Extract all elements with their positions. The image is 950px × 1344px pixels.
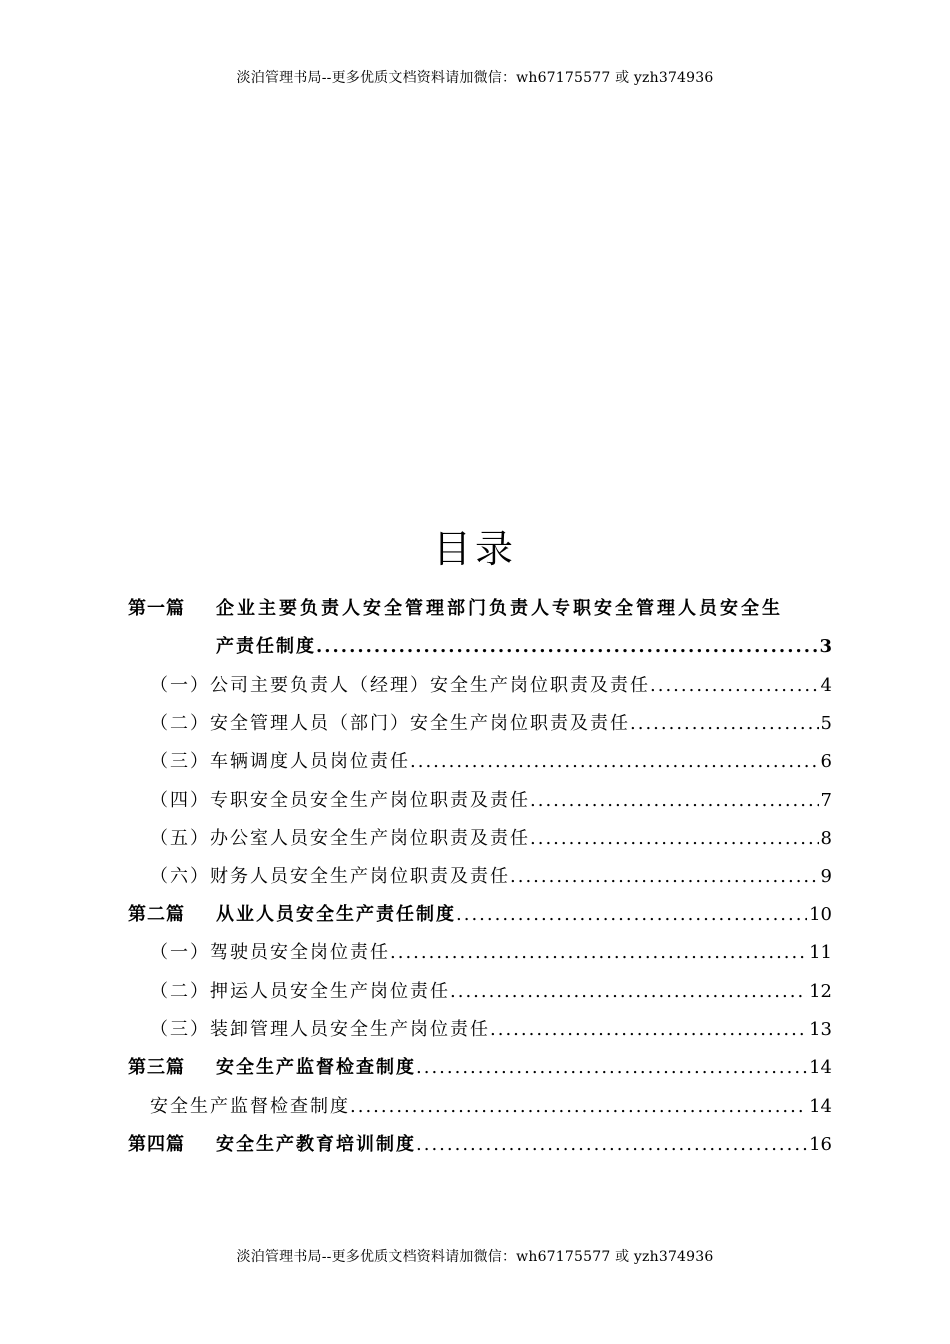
toc-part2-page: 10 (809, 904, 832, 925)
toc-part4[interactable] (128, 1130, 832, 1156)
toc-item-page: 11 (809, 942, 832, 963)
page-header: 淡泊管理书局--更多优质文档资料请加微信：wh67175577 或 yzh374936 (236, 70, 714, 86)
toc-item-title: （二）安全管理人员（部门）安全生产岗位职责及责任 (150, 713, 630, 734)
toc-item-title: 安全生产监督检查制度 (150, 1096, 350, 1117)
toc-leader-dots (416, 1057, 807, 1078)
toc-item-page: 13 (809, 1019, 832, 1040)
toc-leader-dots (350, 1096, 807, 1117)
toc-part1-line2[interactable] (216, 632, 832, 658)
toc-leader-dots (316, 636, 817, 657)
toc-item-page: 7 (820, 790, 832, 811)
toc-part2-label: 第二篇 (128, 904, 185, 925)
page-title: 目录 (432, 527, 517, 571)
toc-leader-dots (630, 713, 819, 734)
toc-leader-dots (510, 866, 819, 887)
toc-item-page: 9 (820, 866, 832, 887)
toc-item[interactable] (150, 709, 832, 735)
toc-leader-dots (456, 904, 807, 925)
toc-part1-label: 第一篇 (128, 598, 185, 619)
toc-part1-title-line1: 企业主要负责人安全管理部门负责人专职安全管理人员安全生 (216, 598, 783, 619)
toc-leader-dots (650, 675, 819, 696)
toc-item[interactable] (150, 671, 832, 697)
toc-item-title: （五）办公室人员安全生产岗位职责及责任 (150, 828, 530, 849)
toc-item-title: （三）装卸管理人员安全生产岗位责任 (150, 1019, 490, 1040)
toc-leader-dots (390, 942, 807, 963)
toc-item[interactable] (150, 938, 832, 964)
toc-part4-title: 安全生产教育培训制度 (216, 1134, 416, 1155)
toc-item[interactable] (150, 747, 832, 773)
toc-item-page: 8 (820, 828, 832, 849)
toc-part1-title-line2: 产责任制度 (216, 636, 316, 657)
toc-item-page: 5 (820, 713, 832, 734)
toc-item-title: （二）押运人员安全生产岗位责任 (150, 981, 450, 1002)
toc-part3[interactable] (128, 1053, 832, 1079)
toc-leader-dots (410, 751, 819, 772)
toc-part4-label: 第四篇 (128, 1134, 185, 1155)
toc-part3-title: 安全生产监督检查制度 (216, 1057, 416, 1078)
toc-leader-dots (530, 790, 819, 811)
toc-item[interactable] (150, 977, 832, 1003)
toc-item-title: （三）车辆调度人员岗位责任 (150, 751, 410, 772)
toc-leader-dots (530, 828, 819, 849)
toc-part2-title: 从业人员安全生产责任制度 (216, 904, 456, 925)
toc-leader-dots (490, 1019, 807, 1040)
toc-item-title: （一）公司主要负责人（经理）安全生产岗位职责及责任 (150, 675, 650, 696)
toc-leader-dots (450, 981, 807, 1002)
toc-item[interactable] (150, 786, 832, 812)
toc-part1-line1[interactable] (128, 594, 783, 620)
toc-part4-page: 16 (809, 1134, 832, 1155)
toc-item[interactable] (150, 1015, 832, 1041)
toc-part3-page: 14 (809, 1057, 832, 1078)
toc-item-page: 6 (820, 751, 832, 772)
toc-item-title: （一）驾驶员安全岗位责任 (150, 942, 390, 963)
toc-item[interactable] (150, 824, 832, 850)
toc-part1-page: 3 (819, 636, 832, 657)
toc-item-page: 4 (820, 675, 832, 696)
toc-part3-label: 第三篇 (128, 1057, 185, 1078)
toc-item-page: 12 (809, 981, 832, 1002)
page-footer: 淡泊管理书局--更多优质文档资料请加微信：wh67175577 或 yzh374936 (236, 1249, 714, 1265)
toc-leader-dots (416, 1134, 807, 1155)
toc-item[interactable] (150, 1092, 832, 1118)
toc-item-page: 14 (809, 1096, 832, 1117)
toc-item-title: （六）财务人员安全生产岗位职责及责任 (150, 866, 510, 887)
toc-item[interactable] (150, 862, 832, 888)
toc-item-title: （四）专职安全员安全生产岗位职责及责任 (150, 790, 530, 811)
toc-part2[interactable] (128, 900, 832, 926)
